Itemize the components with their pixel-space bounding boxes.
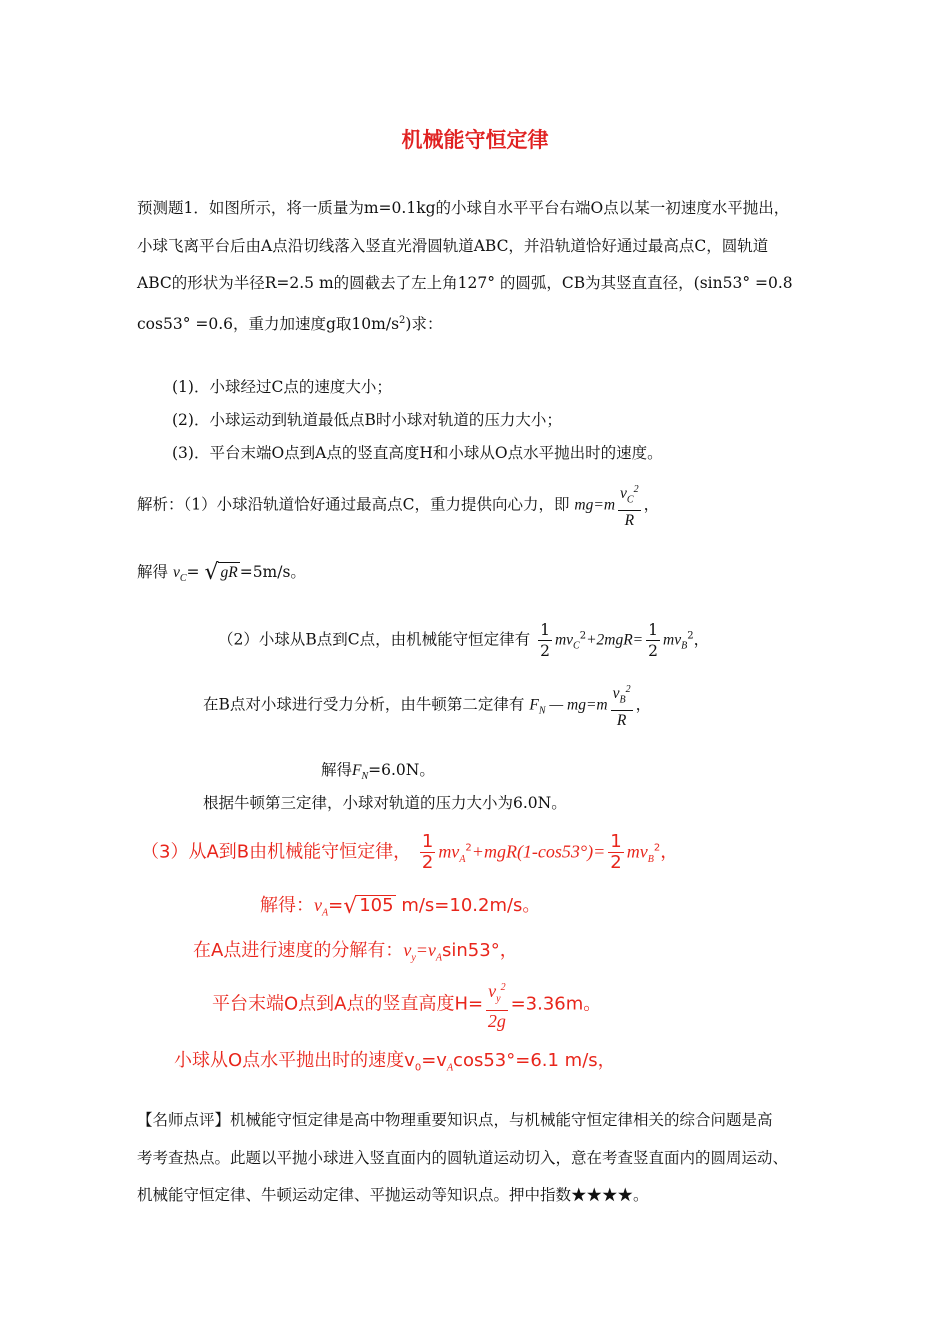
question-1: (1)．小球经过C点的速度大小；	[172, 378, 392, 396]
part3-line-5: 小球从O点水平抛出时的速度$v_0=v_A\cos 53^\circ=6.1$ m/s，	[174, 1050, 616, 1074]
problem-line-1: 预测题1．如图所示，将一质量为m=0.1kg的小球自水平平台右端O点以某一初速度水平抛出，	[137, 199, 790, 217]
solution-part1: 解析：（1）小球沿轨道恰好通过最高点C，重力提供向心力，即 mg=m $\frac{v_C^2}{R}$ ，	[137, 480, 659, 531]
part3-line-2: 解得：$v_A=√$ 105 m/s=10.2m/s。	[260, 894, 541, 919]
question-3: (3)．平台末端O点到A点的竖直高度H和小球从O点水平抛出时的速度。	[172, 444, 663, 462]
solution-part2-newton: 在B点对小球进行受力分析，由牛顿第二定律有 $F_N$ — mg=m $\frac{v_B^2}{R}$ ，	[203, 680, 651, 731]
review-line-2: 考考查热点。此题以平抛小球进入竖直面内的圆轨道运动切入，意在考查竖直面内的圆周运动、	[137, 1149, 789, 1167]
review-line-1: 【名师点评】机械能守恒定律是高中物理重要知识点，与机械能守恒定律相关的综合问题是高	[137, 1111, 773, 1129]
part3-line-1: （3）从A到B由机械能守恒定律， $\frac{1}{2}$ $mv_A^2+mgR(1-\cos 53^\circ)=$ $\frac{1}{2}$ $mv_B^2$，	[141, 831, 679, 873]
solution-third-law: 根据牛顿第三定律，小球对轨道的压力大小为6.0N。	[203, 794, 567, 812]
problem-line-4: cos53° =0.6，重力加速度g取$10m/s^2$)求：	[137, 315, 443, 334]
solution-fn: 解得$F_N=6.0N$。	[321, 761, 435, 783]
problem-line-3: ABC的形状为半径R=2.5 m的圆截去了左上角127° 的圆弧，CB为其竖直直径，(sin53° =0.8	[137, 274, 793, 292]
part3-line-3: 在A点进行速度的分解有：$v_y=v_A\sin 53^\circ$，	[193, 940, 518, 964]
problem-line-2: 小球飞离平台后由A点沿切线落入竖直光滑圆轨道ABC，并沿轨道恰好通过最高点C，圆轨道	[137, 237, 769, 255]
question-2: (2)．小球运动到轨道最低点B时小球对轨道的压力大小；	[172, 411, 562, 429]
part3-line-4: 平台末端O点到A点的竖直高度H= $\frac{v_y^2}{2g}$ =3.36m。	[212, 978, 601, 1031]
solution-vc: 解得 $v_C=$ √ gR =5m/s。	[137, 560, 306, 585]
page-title: 机械能守恒定律	[401, 128, 549, 152]
review-line-3: 机械能守恒定律、牛顿运动定律、平抛运动等知识点。押中指数★★★★。	[137, 1186, 649, 1204]
solution-part2-energy: （2）小球从B点到C点，由机械能守恒定律有 $\frac{1}{2}$ $mv_C^2+2mgR=$ $\frac{1}{2}$ $mv_B^2$，	[218, 621, 710, 660]
